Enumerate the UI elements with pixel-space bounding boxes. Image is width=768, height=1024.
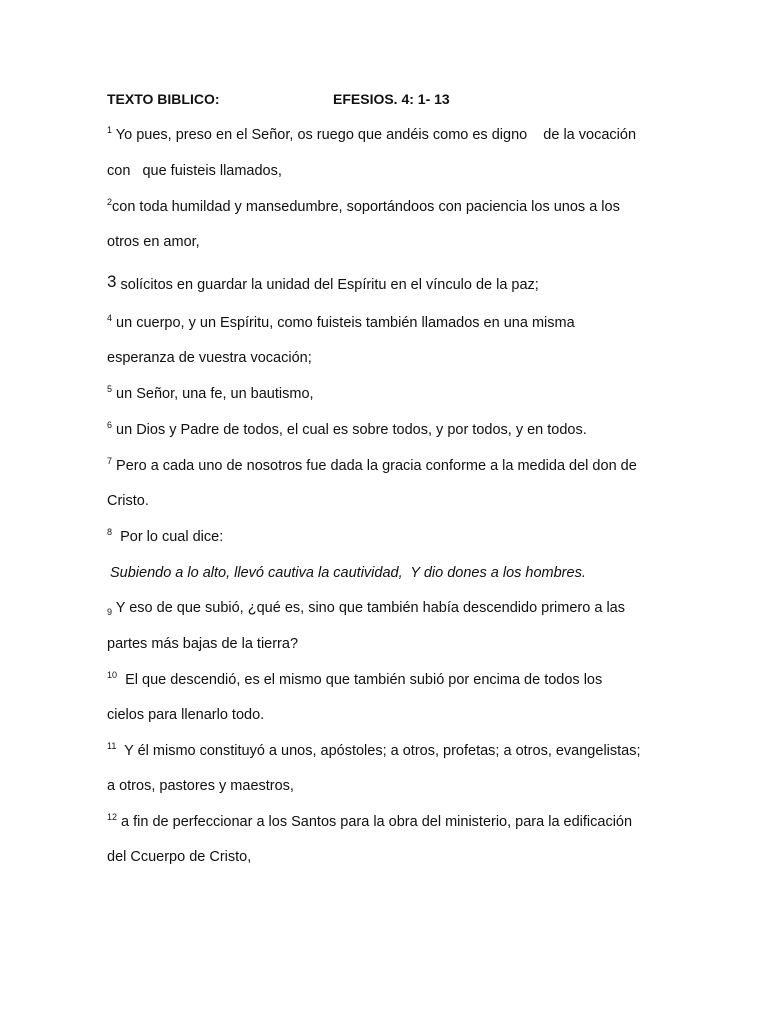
verse-6-line-1: [107, 422, 587, 438]
verse-text: partes más bajas de la tierra?: [107, 636, 299, 652]
verse-10-line-2: [107, 707, 264, 723]
document-header: [107, 91, 450, 107]
verse-12-line-2: [107, 849, 251, 865]
verse-text: Yo pues, preso en el Señor, os ruego que andéis como es digno de la vocación: [115, 127, 637, 143]
verse-text: Y eso de que subió, ¿qué es, sino que también había descendido primero a las: [115, 600, 625, 616]
verse-11-line-2: [107, 778, 294, 794]
verse-2-line-1: [107, 199, 620, 215]
verse-10-line-1: [107, 672, 602, 688]
verse-9-line-2: [107, 636, 298, 652]
verse-number: 2: [107, 197, 113, 207]
verse-number: 6: [107, 420, 113, 430]
header-label: TEXTO BIBLICO:: [107, 91, 220, 107]
verse-number: 11: [107, 741, 117, 751]
scripture-reference: EFESIOS. 4: 1- 13: [333, 91, 450, 107]
verse-text: Y él mismo constituyó a unos, apóstoles; a otros, profetas; a otros, evangelistas;: [124, 743, 641, 759]
verse-7-line-2: [107, 493, 149, 509]
verse-number: 10: [107, 670, 118, 680]
verse-text: El que descendió, es el mismo que también subió por encima de todos los: [125, 672, 603, 688]
verse-text: esperanza de vuestra vocación;: [107, 350, 312, 366]
verse-7-line-1: [107, 458, 637, 474]
verse-text: a otros, pastores y maestros,: [107, 778, 294, 794]
verse-text: a fin de perfeccionar a los Santos para la obra del ministerio, para la edificación: [121, 814, 633, 830]
verse-text: cielos para llenarlo todo.: [107, 707, 265, 723]
verse-2-line-2: [107, 234, 200, 250]
verse-number: 9: [107, 607, 113, 617]
verse-4-line-1: [107, 315, 575, 331]
verse-1-line-2: [107, 163, 282, 179]
verse-3-line-1: [107, 272, 539, 293]
verse-11-line-1: [107, 743, 641, 759]
verse-number: 3: [107, 272, 117, 291]
verse-text: con que fuisteis llamados,: [107, 163, 282, 179]
verse-number: 7: [107, 456, 113, 466]
verse-text: con toda humildad y mansedumbre, soportándoos con paciencia los unos a los: [112, 199, 620, 215]
verse-text: un Dios y Padre de todos, el cual es sobre todos, y por todos, y en todos.: [116, 422, 587, 438]
verse-text: del Ccuerpo de Cristo,: [107, 849, 252, 865]
verse-text: un Señor, una fe, un bautismo,: [116, 386, 314, 402]
verse-number: 8: [107, 527, 113, 537]
quotation-text: Subiendo a lo alto, llevó cautiva la cautividad, Y dio dones a los hombres.: [110, 565, 586, 581]
quotation-line: [110, 565, 586, 581]
verse-number: 5: [107, 384, 113, 394]
verse-4-line-2: [107, 350, 312, 366]
verse-5-line-1: [107, 386, 314, 402]
verse-9-line-1: [107, 600, 625, 617]
verse-number: 4: [107, 313, 113, 323]
verse-12-line-1: [107, 814, 632, 830]
verse-text: Pero a cada uno de nosotros fue dada la gracia conforme a la medida del don de: [116, 458, 637, 474]
verse-1-line-1: [107, 127, 636, 143]
verse-text: Cristo.: [107, 493, 149, 509]
verse-text: Por lo cual dice:: [120, 529, 224, 545]
verse-text: otros en amor,: [107, 234, 200, 250]
verse-text: solícitos en guardar la unidad del Espíritu en el vínculo de la paz;: [120, 277, 539, 293]
verse-8-line-1: [107, 529, 223, 545]
verse-number: 12: [107, 812, 118, 822]
verse-number: 1: [107, 125, 113, 135]
verse-text: un cuerpo, y un Espíritu, como fuisteis también llamados en una misma: [116, 315, 575, 331]
